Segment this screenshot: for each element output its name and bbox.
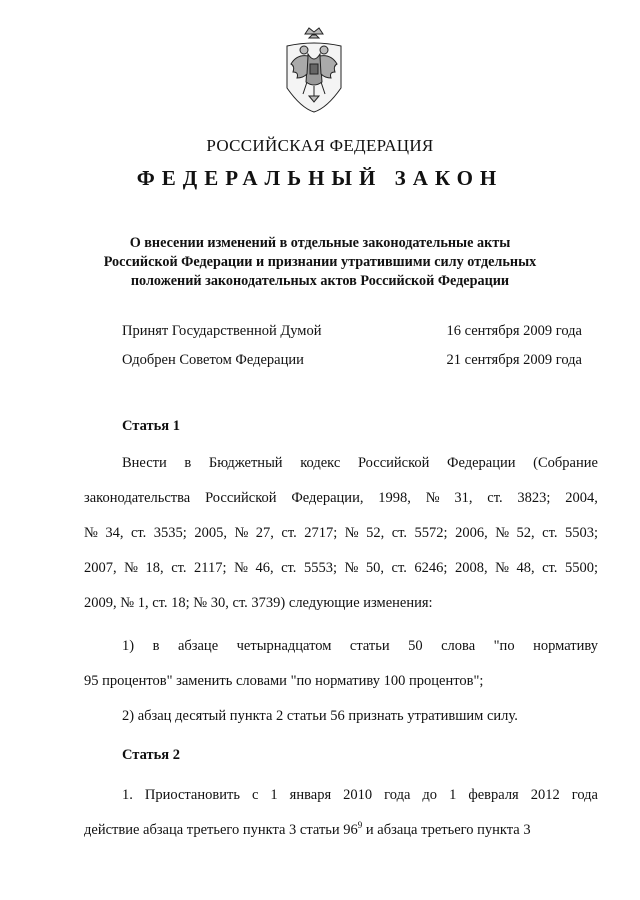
title-line: О внесении изменений в отдельные законодательные акты: [129, 235, 511, 251]
text-line: Внести в Бюджетный кодекс Российской Федерации (Собрание: [122, 455, 598, 471]
text-line: 2) абзац десятый пункта 2 статьи 56 признать утратившим силу.: [122, 708, 518, 724]
double-headed-eagle-icon: [283, 24, 345, 114]
adoption-label: Одобрен Советом Федерации: [122, 352, 304, 368]
text-line: 2007, № 18, ст. 2117; № 46, ст. 5553; № 50, ст. 6246; 2008, № 48, ст. 5500;: [84, 560, 598, 576]
adoption-label: Принят Государственной Думой: [122, 323, 322, 339]
title-line: положений законодательных актов Российской Федерации: [130, 273, 510, 289]
text-line: № 34, ст. 3535; 2005, № 27, ст. 2717; № 52, ст. 5572; 2006, № 52, ст. 5503;: [84, 525, 598, 541]
article-2-heading: Статья 2: [122, 747, 180, 763]
title-line: Российской Федерации и признании утратившими силу отдельных: [103, 254, 537, 270]
text-line: 95 процентов" заменить словами "по нормативу 100 процентов";: [84, 673, 484, 689]
text-fragment: действие абзаца третьего пункта 3 статьи 96: [84, 822, 358, 838]
country-name: РОССИЙСКАЯ ФЕДЕРАЦИЯ: [206, 136, 434, 155]
text-line: 1. Приостановить с 1 января 2010 года до 1 февраля 2012 года: [122, 787, 598, 803]
text-line: законодательства Российской Федерации, 1998, № 31, ст. 3823; 2004,: [84, 490, 598, 506]
text-line: 2009, № 1, ст. 18; № 30, ст. 3739) следующие изменения:: [84, 595, 433, 611]
superscript-number: 9: [357, 820, 363, 830]
adoption-council: [122, 352, 582, 372]
adoption-date: 16 сентября 2009 года: [446, 323, 582, 339]
adoption-date: 21 сентября 2009 года: [446, 352, 582, 368]
article-1-heading: Статья 1: [122, 418, 180, 434]
text-line: [84, 822, 598, 842]
document-type: ФЕДЕРАЛЬНЫЙ ЗАКОН: [136, 166, 504, 190]
adoption-duma: [122, 323, 582, 343]
law-title: [84, 234, 556, 291]
text-fragment: и абзаца третьего пункта 3: [362, 822, 531, 838]
text-line: 1) в абзаце четырнадцатом статьи 50 слова "по нормативу: [122, 638, 598, 654]
